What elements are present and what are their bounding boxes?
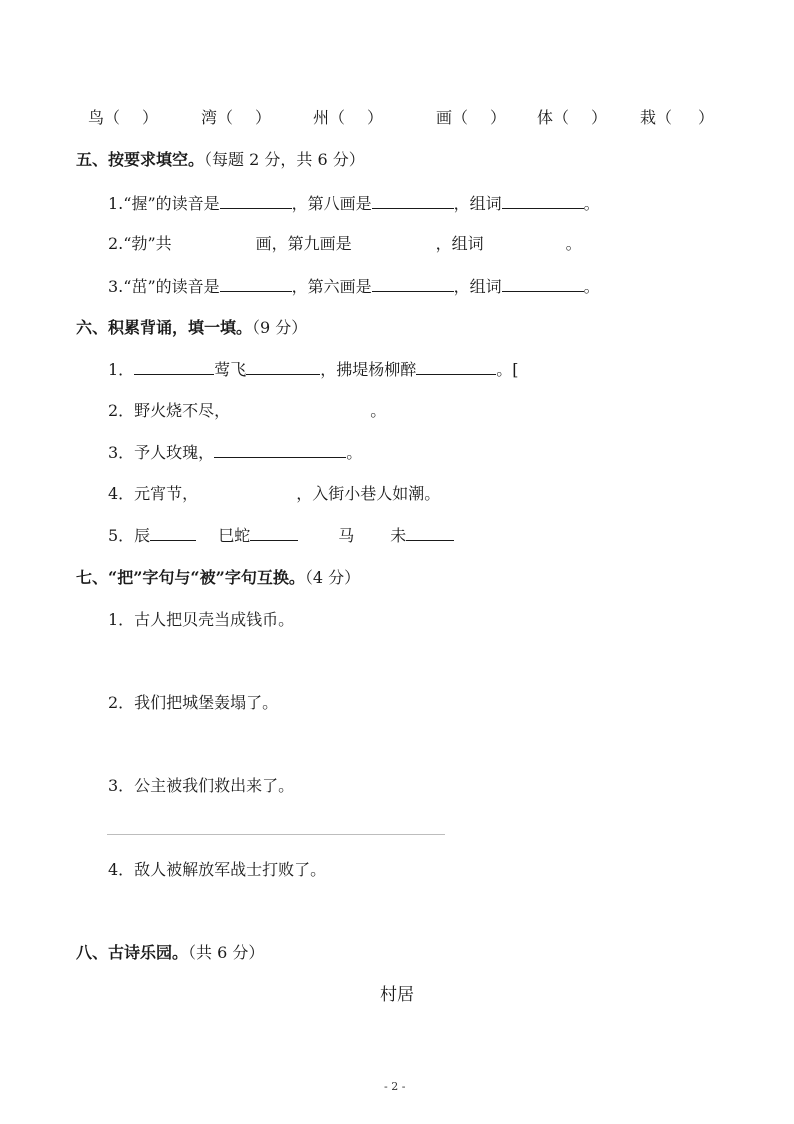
close-paren: ） — [142, 108, 159, 127]
answer-line[interactable] — [107, 834, 445, 835]
answer-blank[interactable] — [372, 276, 454, 292]
answer-blank[interactable] — [250, 525, 298, 541]
answer-blank[interactable] — [246, 359, 320, 375]
section7-q1: 1．古人把贝壳当成钱币。 — [108, 610, 295, 629]
q-text: 。 — [583, 277, 600, 296]
close-paren: ） — [490, 108, 507, 127]
section6-q2 — [108, 401, 386, 421]
section6-q3 — [108, 442, 362, 463]
q-text: ，入街小巷人如潮。 — [296, 484, 441, 503]
q-text: 5．辰 — [108, 526, 151, 545]
radical-char: 州 — [313, 108, 330, 127]
radical-char: 湾 — [201, 108, 218, 127]
q-text: 2．野火烧不尽， — [108, 401, 231, 420]
q-text: 。 — [583, 194, 600, 213]
radical-char: 栽 — [640, 108, 657, 127]
q-text: ，拂堤杨柳醉 — [320, 360, 417, 379]
open-paren: （ — [329, 108, 346, 127]
answer-blank[interactable] — [502, 193, 584, 209]
q-text: ，组词 — [435, 234, 484, 253]
page-number: - 2 - — [384, 1080, 406, 1093]
answer-blank[interactable] — [416, 359, 496, 375]
section7-q3: 3．公主被我们救出来了。 — [108, 776, 295, 795]
q-text: ，组词 — [453, 277, 502, 296]
radical-item-1 — [88, 108, 158, 128]
q-number: 1． — [108, 360, 135, 379]
answer-blank[interactable] — [406, 525, 454, 541]
q-text: 4．元宵节， — [108, 484, 199, 503]
q-text: 。 — [370, 401, 387, 420]
section8-heading — [76, 943, 264, 963]
answer-blank[interactable] — [214, 442, 346, 458]
radical-item-3 — [313, 108, 383, 128]
section7-q4: 4．敌人被解放军战士打败了。 — [108, 860, 327, 879]
section6-q1 — [108, 359, 518, 380]
radical-item-6 — [640, 108, 714, 128]
radical-item-4 — [436, 108, 506, 128]
section7-title: 七、“把”字句与“被”字句互换。 — [76, 568, 305, 587]
section8-note: （共 6 分） — [188, 943, 265, 962]
section6-title: 六、积累背诵，填一填。 — [76, 318, 253, 337]
q-text: 马 — [338, 526, 355, 545]
section5-note: （每题 2 分，共 6 分） — [204, 150, 365, 169]
q-text: 。 — [346, 443, 363, 462]
section6-heading — [76, 318, 307, 338]
q-text: 巳蛇 — [218, 526, 251, 545]
answer-blank[interactable] — [372, 193, 454, 209]
section6-note: （9 分） — [252, 318, 308, 337]
poem-title: 村居 — [380, 985, 414, 1005]
answer-blank[interactable] — [134, 359, 214, 375]
answer-blank[interactable] — [220, 276, 292, 292]
section5-q1 — [108, 193, 600, 214]
section5-q3 — [108, 276, 600, 297]
q-text: 未 — [390, 526, 407, 545]
close-paren: ） — [698, 108, 715, 127]
radical-char: 鸟 — [88, 108, 105, 127]
open-paren: （ — [217, 108, 234, 127]
section5-heading — [76, 150, 365, 170]
q-text: ，组词 — [453, 194, 502, 213]
radical-char: 体 — [537, 108, 554, 127]
section7-q2: 2．我们把城堡轰塌了。 — [108, 693, 279, 712]
q-text: 画，第九画是 — [255, 234, 352, 253]
section7-note: （4 分） — [304, 568, 361, 587]
radical-item-5 — [537, 108, 607, 128]
q-text: 。 — [565, 234, 582, 253]
section8-title: 八、古诗乐园。 — [76, 943, 189, 962]
q-text: 3．予人玫瑰， — [108, 443, 215, 462]
q-text: 1.“握”的读音是 — [108, 194, 220, 213]
q-text: ，第六画是 — [291, 277, 372, 296]
answer-blank[interactable] — [502, 276, 584, 292]
open-paren: （ — [553, 108, 570, 127]
close-paren: ） — [367, 108, 384, 127]
open-paren: （ — [104, 108, 121, 127]
answer-blank[interactable] — [150, 525, 196, 541]
close-paren: ） — [255, 108, 272, 127]
radical-char: 画 — [436, 108, 453, 127]
q-text: 莺飞 — [214, 360, 247, 379]
section5-q2 — [108, 234, 582, 254]
section5-title: 五、按要求填空。 — [76, 150, 205, 169]
open-paren: （ — [656, 108, 673, 127]
open-paren: （ — [452, 108, 469, 127]
section6-q5 — [108, 525, 454, 546]
q-text: ，第八画是 — [291, 194, 372, 213]
section6-q4 — [108, 484, 440, 504]
close-paren: ） — [591, 108, 608, 127]
q-text: 3.“茁”的读音是 — [108, 277, 220, 296]
q-text: 2.“勃”共 — [108, 234, 172, 253]
radical-item-2 — [201, 108, 271, 128]
section7-heading — [76, 568, 360, 588]
answer-blank[interactable] — [220, 193, 292, 209]
q-text: 。[ — [496, 360, 519, 379]
